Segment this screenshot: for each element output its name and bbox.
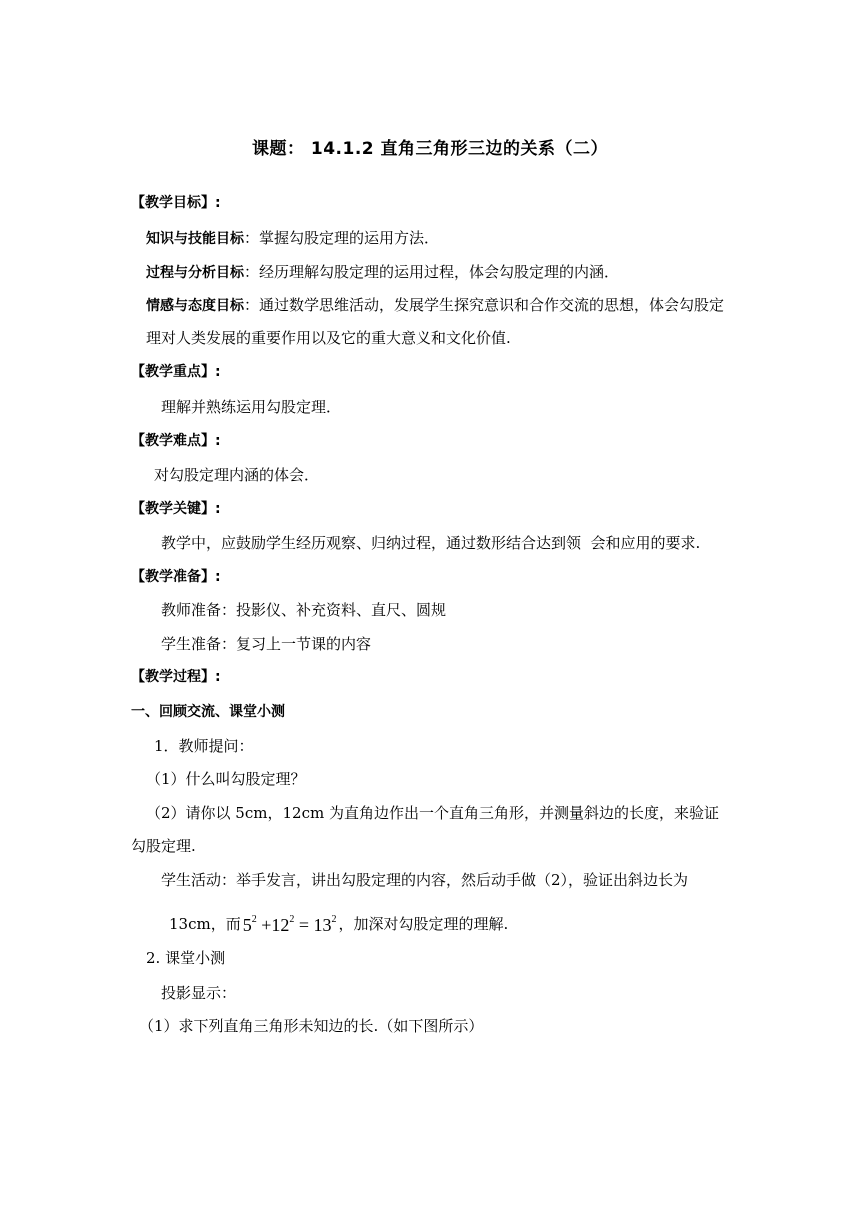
knowledge-text: ：掌握勾股定理的运用方法． (244, 229, 440, 247)
projection-label: 投影显示： (161, 984, 237, 1002)
formula-a: 5 (242, 915, 252, 935)
emotion-label: 情感与态度目标 (146, 298, 244, 314)
question-2: （2）请你以 5cm，12cm 为直角边作出一个直角三角形，并测量斜边的长度，来验证 (146, 804, 719, 822)
pythagorean-formula (243, 910, 337, 935)
question-1: （1）什么叫勾股定理？ (146, 770, 306, 788)
emotion-objective-cont: 理对人类发展的重要作用以及它的重大意义和文化价值. (146, 329, 511, 347)
difficulties-heading: 【教学难点】: (131, 433, 221, 449)
part1-title: 一、回顾交流、课堂小测 (131, 704, 285, 720)
key-points-heading: 【教学重点】: (131, 364, 221, 380)
question-2-cont: 勾股定理. (131, 837, 196, 855)
quiz-title: 2. 课堂小测 (146, 949, 226, 967)
formula-exp-a: 2 (251, 914, 257, 925)
process-text: ：经历理解勾股定理的运用过程，体会勾股定理的内涵． (244, 263, 620, 281)
activity-prefix: 13cm，而 (169, 915, 241, 933)
process-label: 过程与分析目标 (146, 265, 244, 281)
student-preparation: 学生准备：复习上一节课的内容 (161, 635, 372, 653)
knowledge-label: 知识与技能目标 (146, 231, 244, 247)
key-points-text: 理解并熟练运用勾股定理． (161, 398, 342, 416)
formula-c: 13 (313, 915, 332, 935)
formula-exp-b: 2 (289, 914, 295, 925)
difficulties-text: 对勾股定理内涵的体会． (154, 466, 320, 484)
quiz-question-1: （1）求下列直角三角形未知边的长.（如下图所示） (139, 1017, 484, 1035)
lesson-title: 课题： 14.1.2 直角三角形三边的关系（二） (251, 139, 609, 159)
student-activity: 学生活动：举手发言，讲出勾股定理的内容，然后动手做（2），验证出斜边长为 (161, 871, 689, 889)
formula-plus: + (261, 915, 272, 935)
preparation-heading: 【教学准备】: (131, 569, 221, 585)
process-objective (146, 262, 619, 283)
formula-exp-c: 2 (331, 914, 337, 925)
key-text: 教学中，应鼓励学生经历观察、归纳过程，通过数形结合达到领 会和应用的要求. (161, 534, 701, 552)
process-heading: 【教学过程】: (131, 669, 221, 685)
formula-equals: = (298, 915, 310, 935)
objectives-heading: 【教学目标】: (131, 195, 221, 211)
emotion-objective (146, 295, 724, 316)
formula-b: 12 (271, 915, 290, 935)
activity-formula-line (169, 910, 508, 935)
knowledge-objective (146, 228, 439, 249)
activity-suffix: ，加深对勾股定理的理解. (338, 915, 509, 933)
teacher-preparation: 教师准备：投影仪、补充资料、直尺、圆规 (161, 601, 447, 619)
emotion-text: ：通过数学思维活动，发展学生探究意识和合作交流的思想，体会勾股定 (244, 296, 725, 314)
key-heading: 【教学关键】: (131, 501, 221, 517)
question-intro: 1．教师提问： (154, 737, 254, 755)
